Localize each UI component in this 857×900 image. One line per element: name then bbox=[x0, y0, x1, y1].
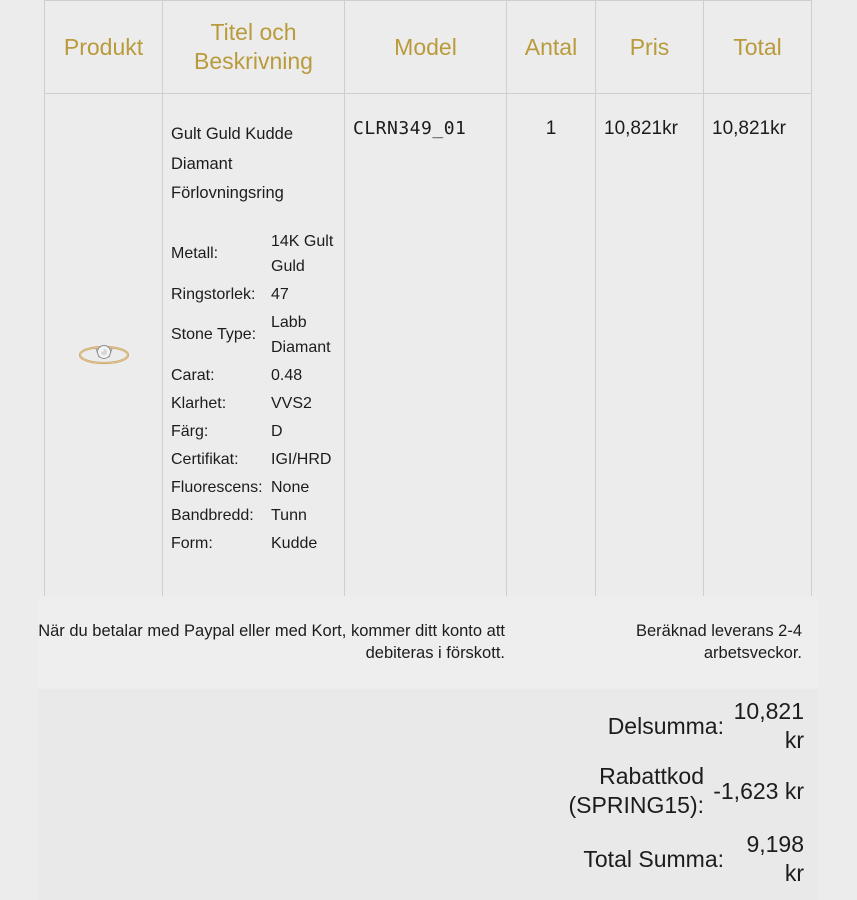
spec-value: VVS2 bbox=[271, 394, 312, 412]
spec-row-metal bbox=[171, 229, 336, 279]
total-cell: 10,821kr bbox=[704, 94, 812, 615]
spec-row-clarity bbox=[171, 391, 336, 416]
spec-value: 0.48 bbox=[271, 366, 303, 384]
spec-list bbox=[171, 229, 336, 556]
subtotal-value: 10,821 kr bbox=[733, 698, 804, 753]
grand-total-row bbox=[534, 830, 804, 888]
subtotal-label: Delsumma: bbox=[607, 712, 724, 739]
table-header-row bbox=[45, 1, 812, 94]
payment-info-text: När du betalar med Paypal eller med Kort, kommer ditt konto att debiteras i förskott. bbox=[38, 622, 505, 662]
spec-row-fluorescence bbox=[171, 475, 336, 500]
header-product: Produkt bbox=[45, 1, 163, 94]
header-quantity: Antal bbox=[507, 1, 596, 94]
price-cell: 10,821kr bbox=[596, 94, 704, 615]
header-total: Total bbox=[704, 1, 812, 94]
cart-table bbox=[44, 0, 812, 615]
discount-row bbox=[554, 762, 804, 820]
spec-row-ring-size bbox=[171, 282, 336, 307]
spec-row-certificate bbox=[171, 447, 336, 472]
spec-value: 14K Gult Guld bbox=[271, 232, 334, 275]
spec-value: Labb Diamant bbox=[271, 313, 331, 356]
discount-label: Rabattkod (SPRING15): bbox=[568, 763, 704, 818]
spec-key: Stone Type: bbox=[171, 326, 257, 343]
subtotal-row bbox=[534, 697, 804, 755]
model-cell: CLRN349_01 bbox=[345, 94, 507, 615]
ring-icon[interactable] bbox=[76, 335, 132, 374]
spec-key: Metall: bbox=[171, 245, 219, 262]
spec-key: Klarhet: bbox=[171, 394, 227, 412]
spec-key: Form: bbox=[171, 534, 213, 552]
spec-row-shape bbox=[171, 531, 336, 556]
spec-row-carat bbox=[171, 363, 336, 388]
spec-row-stone-type bbox=[171, 310, 336, 360]
delivery-estimate-text: Beräknad leverans 2-4 arbetsveckor. bbox=[635, 622, 802, 662]
spec-key: Certifikat: bbox=[171, 450, 239, 468]
order-totals bbox=[38, 689, 818, 900]
spec-value: IGI/HRD bbox=[271, 450, 332, 468]
discount-value: -1,623 kr bbox=[713, 777, 804, 804]
spec-value: None bbox=[271, 478, 310, 496]
spec-key: Fluorescens: bbox=[171, 478, 263, 496]
spec-key: Bandbredd: bbox=[171, 506, 254, 524]
title-description-cell bbox=[163, 94, 345, 615]
header-price: Pris bbox=[596, 1, 704, 94]
product-image-cell bbox=[45, 94, 163, 615]
spec-value: 47 bbox=[271, 285, 289, 303]
header-model: Model bbox=[345, 1, 507, 94]
spec-value: Tunn bbox=[271, 506, 307, 524]
payment-notice bbox=[38, 596, 818, 688]
spec-key: Färg: bbox=[171, 422, 209, 440]
quantity-cell: 1 bbox=[507, 94, 596, 615]
spec-key: Carat: bbox=[171, 366, 215, 384]
table-row bbox=[45, 94, 812, 615]
grand-total-value: 9,198 kr bbox=[746, 831, 804, 886]
spec-row-band-width bbox=[171, 503, 336, 528]
header-title: Titel och Beskrivning bbox=[163, 1, 345, 94]
spec-row-color bbox=[171, 419, 336, 444]
grand-total-label: Total Summa: bbox=[583, 845, 724, 872]
spec-value: D bbox=[271, 422, 283, 440]
spec-value: Kudde bbox=[271, 534, 318, 552]
product-title[interactable]: Gult Guld Kudde Diamant Förlovningsring bbox=[171, 125, 293, 202]
spec-key: Ringstorlek: bbox=[171, 285, 256, 303]
